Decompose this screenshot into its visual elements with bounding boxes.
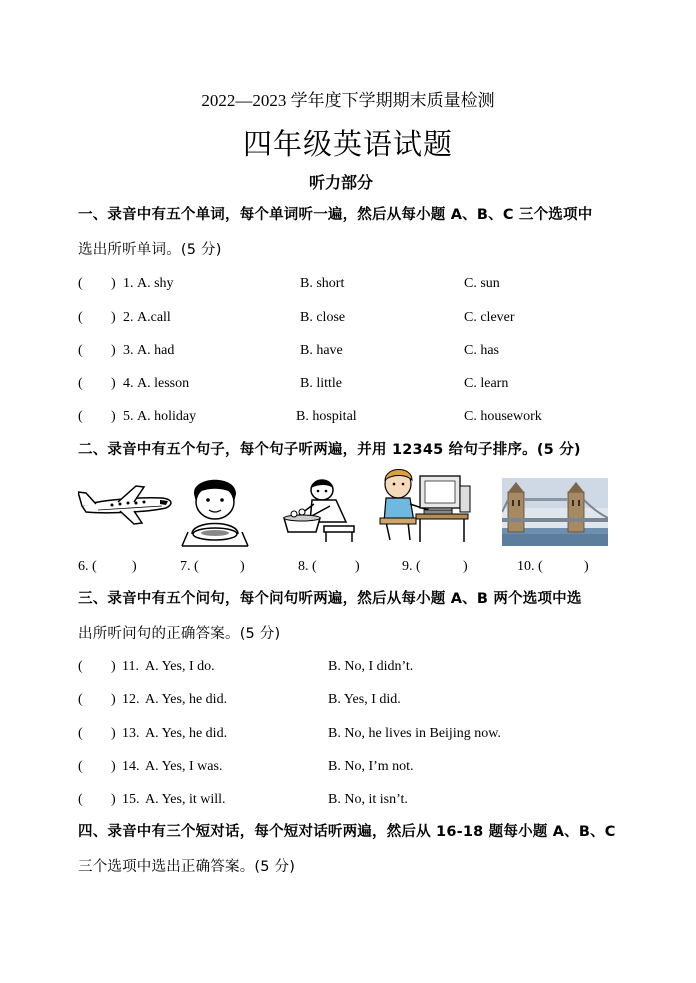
answer-paren-close: ) [111,276,116,291]
question-number: 2. [123,310,134,325]
option-b: B. No, I didn’t. [328,659,414,674]
answer-paren-close: ) [111,759,116,774]
question-row [78,409,638,429]
option-b: B. No, he lives in Beijing now. [328,726,501,741]
option-a: A. shy [137,276,174,291]
question-row [78,659,638,679]
question-row [78,792,638,812]
question-row [78,692,638,712]
option-b: B. No, it isn’t. [328,792,408,807]
boy-computer-picture [376,466,472,546]
option-b: B. little [300,376,342,391]
part2-instruction: 二、录音中有五个句子，每个句子听两遍，并用 12345 给句子排序。(5 分) [78,442,581,458]
question-row [78,310,638,330]
option-a: A. Yes, I do. [145,659,215,674]
exam-title: 2022—2023 学年度下学期期末质量检测 [201,91,495,110]
part3-instruction: 三、录音中有五个问句，每个问句听两遍，然后从每小题 A、B 两个选项中选 出所听问句的正确答案。(5 分) [78,591,582,642]
answer-paren-open: ( [78,276,83,291]
picture-blank-close: ) [584,559,589,574]
option-a: A. Yes, it will. [145,792,226,807]
question-number: 15. [122,792,140,807]
option-a: A. Yes, he did. [145,692,228,707]
question-number: 3. [123,343,134,358]
option-b: B. hospital [296,409,357,424]
subject-title: 四年级英语试题 [242,127,453,161]
girl-washing-picture [280,476,358,544]
picture-blank-label: 8. ( [298,559,317,574]
picture-blank-close: ) [240,559,245,574]
answer-paren-open: ( [78,759,83,774]
option-b: B. have [300,343,343,358]
answer-paren-open: ( [78,376,83,391]
section-title: 听力部分 [308,173,373,192]
option-c: C. clever [464,310,515,325]
option-a: A.call [137,310,171,325]
question-number: 1. [123,276,134,291]
option-c: C. housework [464,409,542,424]
answer-paren-close: ) [111,692,116,707]
option-c: C. learn [464,376,509,391]
picture-blank-close: ) [132,559,137,574]
question-row [78,726,638,746]
picture-blank-label: 9. ( [402,559,421,574]
airplane-picture [78,484,176,526]
answer-paren-open: ( [78,409,83,424]
option-a: A. lesson [137,376,190,391]
picture-answer-row [0,559,696,579]
option-b: B. short [300,276,345,291]
answer-paren-open: ( [78,792,83,807]
bridge-picture [502,478,608,546]
question-number: 12. [122,692,140,707]
option-b: B. No, I’m not. [328,759,414,774]
question-number: 11. [122,659,139,674]
part1-instruction: 一、录音中有五个单词，每个单词听一遍，然后从每小题 A、B、C 三个选项中 选出所听单词。(5 分) [78,207,593,258]
option-a: A. Yes, I was. [145,759,223,774]
option-a: A. holiday [137,409,197,424]
answer-paren-close: ) [111,409,116,424]
option-a: A. had [137,343,175,358]
answer-paren-close: ) [111,310,116,325]
answer-paren-close: ) [111,343,116,358]
question-number: 14. [122,759,140,774]
option-a: A. Yes, he did. [145,726,228,741]
question-number: 4. [123,376,134,391]
answer-paren-close: ) [111,792,116,807]
option-b: B. close [300,310,346,325]
picture-blank-close: ) [463,559,468,574]
answer-paren-close: ) [111,659,116,674]
picture-blank-label: 10. ( [517,559,543,574]
option-b: B. Yes, I did. [328,692,401,707]
question-number: 5. [123,409,134,424]
question-row [78,376,638,396]
answer-paren-close: ) [111,376,116,391]
picture-blank-label: 6. ( [78,559,97,574]
question-row [78,343,638,363]
question-row [78,759,638,779]
question-number: 13. [122,726,140,741]
answer-paren-open: ( [78,343,83,358]
picture-blank-close: ) [355,559,360,574]
option-c: C. sun [464,276,500,291]
question-row [78,276,638,296]
boy-cooking-picture [180,472,250,548]
option-c: C. has [464,343,499,358]
picture-blank-label: 7. ( [180,559,199,574]
answer-paren-close: ) [111,726,116,741]
answer-paren-open: ( [78,310,83,325]
answer-paren-open: ( [78,659,83,674]
answer-paren-open: ( [78,692,83,707]
answer-paren-open: ( [78,726,83,741]
part4-instruction: 四、录音中有三个短对话，每个短对话听两遍，然后从 16-18 题每小题 A、B、C 三个选项中选出正确答案。(5 分) [78,824,616,875]
